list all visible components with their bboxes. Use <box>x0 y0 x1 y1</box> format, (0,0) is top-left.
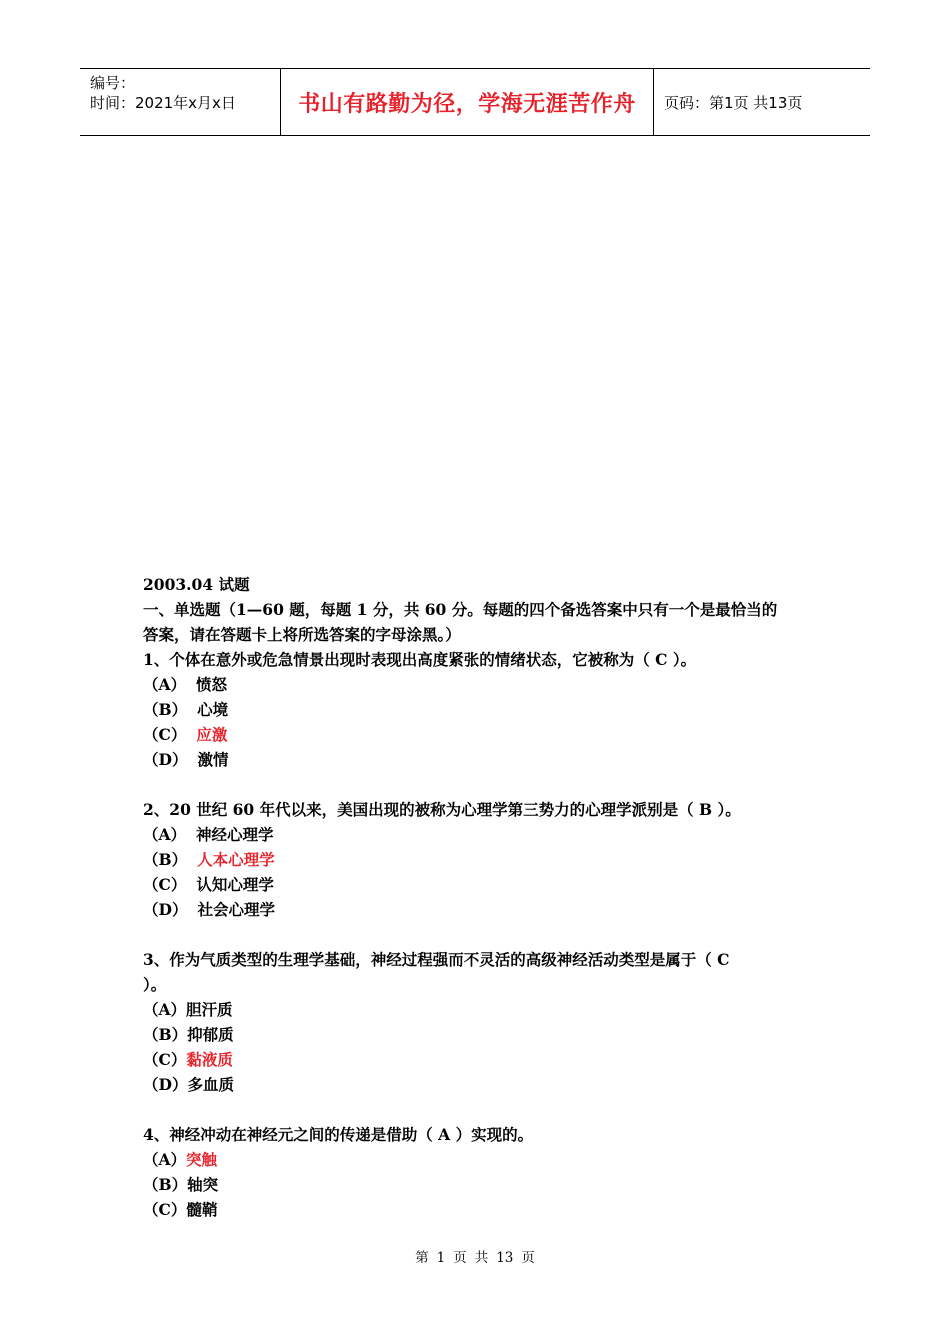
question-3-stem-line1: 3、作为气质类型的生理学基础，神经过程强而不灵活的高级神经活动类型是属于（ C <box>143 950 730 969</box>
option-text: 神经心理学 <box>196 825 274 844</box>
question-3-option-d <box>143 1072 813 1097</box>
option-text: 认知心理学 <box>196 875 274 894</box>
question-1-option-d <box>143 747 813 772</box>
question-1-option-c <box>143 722 813 747</box>
question-3-option-b <box>143 1022 813 1047</box>
question-4-stem: 4、神经冲动在神经元之间的传递是借助（ A ）实现的。 <box>143 1125 534 1144</box>
option-text: 愤怒 <box>196 675 228 694</box>
option-text-correct: 突触 <box>186 1150 218 1169</box>
footer-total-pages: 13 <box>496 1250 514 1266</box>
footer-word-ye2: 页 <box>521 1250 535 1266</box>
option-label: （D） <box>143 1075 188 1094</box>
serial-label: 编号： <box>90 74 136 92</box>
question-2-option-d <box>143 897 813 922</box>
option-label: （B） <box>143 1025 188 1044</box>
footer-word-di: 第 <box>415 1250 429 1266</box>
header-motto: 书山有路勤为径，学海无涯苦作舟 <box>281 69 654 135</box>
doc-title: 2003.04 试题 <box>143 575 250 594</box>
option-text: 激情 <box>197 750 229 769</box>
page-footer <box>0 1246 950 1266</box>
spacer <box>143 922 813 947</box>
option-text: 社会心理学 <box>197 900 275 919</box>
option-text: 髓鞘 <box>186 1200 218 1219</box>
section-instructions-line2: 答案，请在答题卡上将所选答案的字母涂黑。） <box>143 625 461 644</box>
option-text: 轴突 <box>187 1175 219 1194</box>
question-4-option-c <box>143 1197 813 1222</box>
option-text: 心境 <box>197 700 229 719</box>
option-label: （A） <box>143 825 187 844</box>
option-label: （D） <box>143 750 188 769</box>
option-label: （B） <box>143 1175 188 1194</box>
exam-content <box>143 572 813 1222</box>
question-4-option-b <box>143 1172 813 1197</box>
option-label: （A） <box>143 675 187 694</box>
footer-word-ye: 页 <box>453 1250 467 1266</box>
section-instructions-line1: 一、单选题（1—60 题，每题 1 分，共 60 分。每题的四个备选答案中只有一个是最恰当的 <box>143 600 778 619</box>
option-text: 多血质 <box>187 1075 234 1094</box>
page-header <box>80 68 870 136</box>
question-3-stem-line2: ）。 <box>143 975 167 994</box>
question-1-stem: 1、个体在意外或危急情景出现时表现出高度紧张的情绪状态，它被称为（ C ）。 <box>143 650 697 669</box>
option-text: 抑郁质 <box>187 1025 234 1044</box>
option-text-correct: 人本心理学 <box>197 850 275 869</box>
question-2-option-a <box>143 822 813 847</box>
option-label: （B） <box>143 850 188 869</box>
option-label: （C） <box>143 875 187 894</box>
option-label: （A） <box>143 1000 187 1019</box>
question-4-option-a <box>143 1147 813 1172</box>
spacer <box>143 1097 813 1122</box>
footer-page-number: 1 <box>436 1250 446 1266</box>
option-label: （D） <box>143 900 188 919</box>
time-label: 时间：2021年x月x日 <box>90 94 236 112</box>
question-2-option-b <box>143 847 813 872</box>
option-text-correct: 应激 <box>196 725 228 744</box>
option-label: （A） <box>143 1150 187 1169</box>
option-label: （C） <box>143 1200 187 1219</box>
option-label: （C） <box>143 725 187 744</box>
question-2-option-c <box>143 872 813 897</box>
option-text: 胆汗质 <box>186 1000 233 1019</box>
question-1-option-a <box>143 672 813 697</box>
header-page-info: 页码：第1页 共13页 <box>664 93 803 112</box>
option-text-correct: 黏液质 <box>186 1050 233 1069</box>
question-1-option-b <box>143 697 813 722</box>
option-label: （C） <box>143 1050 187 1069</box>
question-2-stem: 2、20 世纪 60 年代以来，美国出现的被称为心理学第三势力的心理学派别是（ B ）。 <box>143 800 741 819</box>
question-3-option-a <box>143 997 813 1022</box>
question-3-option-c <box>143 1047 813 1072</box>
option-label: （B） <box>143 700 188 719</box>
spacer <box>143 772 813 797</box>
header-meta <box>80 69 281 135</box>
footer-word-gong: 共 <box>474 1250 489 1266</box>
